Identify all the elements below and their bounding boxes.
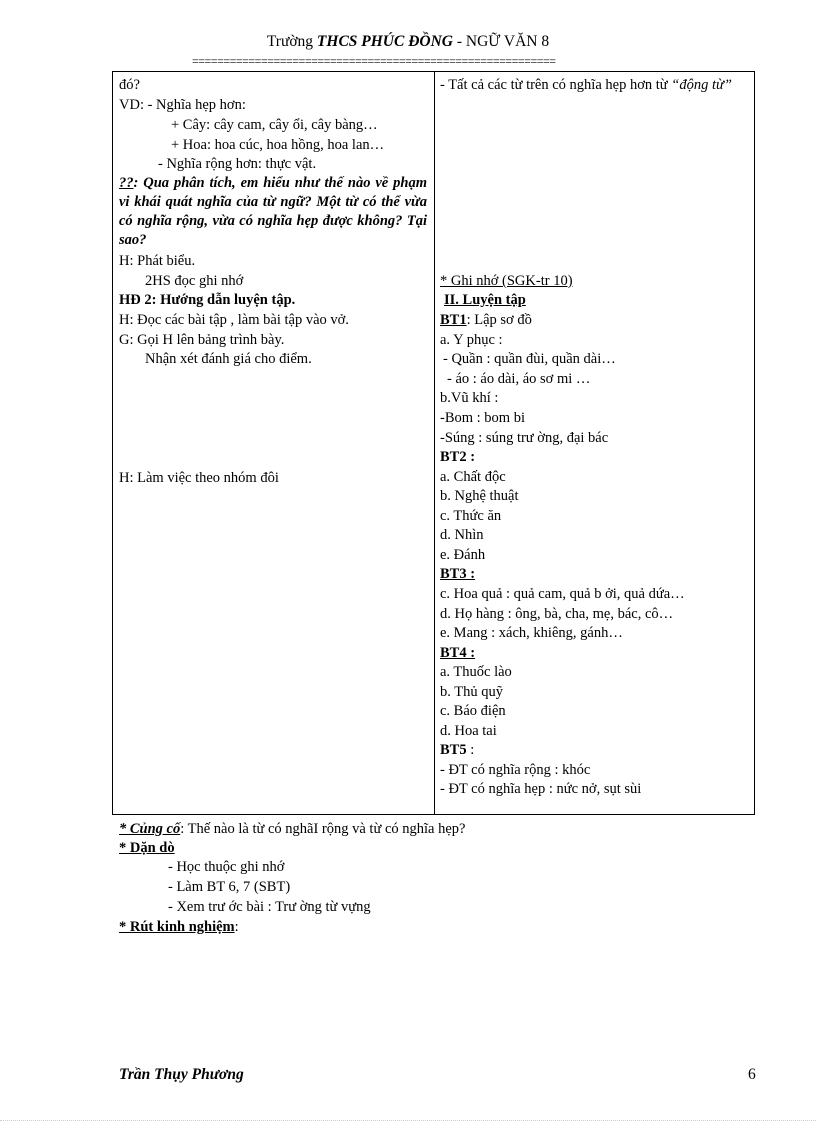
bt4-label: BT4 : (440, 645, 476, 661)
left-line-10: G: Gọi H lên bảng trình bày. (119, 332, 285, 348)
cung-co-line (119, 820, 465, 839)
rut-kinh-nghiem-colon: : (234, 919, 239, 935)
bt1-a-1: - Quần : quần đùi, quần dài… (443, 351, 616, 367)
question-text: : Qua phân tích, em hiểu như thế nào về phạm vi khái quát nghĩa của từ ngữ? Một từ có thể vừa có nghĩa rộng, vừa có nghĩa hẹp được không? Tại sao? (119, 175, 427, 248)
bt2-c: c. Thức ăn (440, 508, 502, 524)
cung-co-text: : Thế nào là từ có nghãI rộng và từ có nghĩa hẹp? (180, 821, 466, 837)
bt1-b: b.Vũ khí : (440, 390, 499, 406)
bt5-line (440, 741, 474, 760)
bt1-a: a. Y phục : (440, 332, 503, 348)
left-line-11: Nhận xét đánh giá cho điểm. (145, 351, 312, 367)
bt2-d: d. Nhìn (440, 527, 484, 543)
bt3-label: BT3 : (440, 566, 476, 582)
ghi-nho: * Ghi nhớ (SGK-tr 10) (440, 273, 573, 289)
bt1-text: : Lập sơ đồ (466, 312, 532, 328)
rut-kinh-nghiem-line (119, 918, 239, 937)
author-name: Trần Thụy Phương (119, 1066, 244, 1083)
dan-do-3: - Xem trư ớc bài : Trư ờng từ vựng (168, 899, 371, 915)
left-line-2: VD: - Nghĩa hẹp hơn: (119, 97, 246, 113)
bt2-e: e. Đánh (440, 547, 486, 563)
luyen-tap-heading: II. Luyện tập (444, 292, 526, 308)
bt1-b-2: -Súng : súng trư ờng, đại bác (440, 430, 609, 446)
rut-kinh-nghiem-label: * Rút kinh nghiệm (119, 919, 235, 935)
bt5-a: - ĐT có nghĩa rộng : khóc (440, 762, 591, 778)
dan-do-label: * Dặn dò (119, 840, 175, 856)
activity-heading: HĐ 2: Hướng dẫn luyện tập. (119, 292, 296, 308)
bt2-label: BT2 : (440, 449, 476, 465)
bt3-d: d. Họ hàng : ông, bà, cha, mẹ, bác, cô… (440, 606, 674, 622)
dan-do-2: - Làm BT 6, 7 (SBT) (168, 879, 291, 895)
page-header (0, 33, 816, 51)
right-intro-italic: “động từ” (671, 77, 732, 93)
right-intro (440, 76, 750, 95)
bt4-b: b. Thủ quỹ (440, 684, 503, 700)
left-line-3: + Cây: cây cam, cây ổi, cây bàng… (171, 117, 378, 133)
bt5-colon: : (466, 742, 475, 758)
left-line-1: đó? (119, 77, 140, 93)
bt4-a: a. Thuốc lào (440, 664, 512, 680)
bt5-b: - ĐT có nghĩa hẹp : nức nở, sụt sùi (440, 781, 642, 797)
bt1-b-1: -Bom : bom bi (440, 410, 525, 426)
bt4-d: d. Hoa tai (440, 723, 497, 739)
header-rule: ========================================================== (192, 55, 556, 67)
left-line-12: H: Làm việc theo nhóm đôi (119, 470, 279, 486)
right-intro-text: - Tất cả các từ trên có nghĩa hẹp hơn từ (440, 77, 672, 93)
left-line-5: - Nghĩa rộng hơn: thực vật. (158, 156, 317, 172)
bt2-a: a. Chất độc (440, 469, 506, 485)
header-subject: - NGỮ VĂN 8 (453, 33, 550, 50)
bt1-a-2: - áo : áo dài, áo sơ mi … (447, 371, 591, 387)
cung-co-label: * Củng cố (119, 821, 181, 837)
bt3-e: e. Mang : xách, khiêng, gánh… (440, 625, 623, 641)
page-number: 6 (748, 1066, 756, 1083)
bt4-c: c. Báo điện (440, 703, 506, 719)
left-line-9: H: Đọc các bài tập , làm bài tập vào vở. (119, 312, 349, 328)
bt5-label: BT5 (440, 742, 467, 758)
bt1-label: BT1 (440, 312, 467, 328)
bt1-line (440, 311, 532, 330)
header-prefix: Trường (266, 33, 317, 50)
question-label: ?? (119, 175, 134, 191)
column-divider (434, 72, 435, 814)
left-line-4: + Hoa: hoa cúc, hoa hồng, hoa lan… (171, 137, 385, 153)
bt2-b: b. Nghệ thuật (440, 488, 519, 504)
school-name: THCS PHÚC ĐỒNG (316, 33, 453, 50)
left-line-6: H: Phát biểu. (119, 253, 196, 269)
bt3-c: c. Hoa quả : quả cam, quả b ởi, quả dứa… (440, 586, 685, 602)
dan-do-1: - Học thuộc ghi nhớ (168, 859, 285, 875)
left-line-7: 2HS đọc ghi nhớ (145, 273, 244, 289)
page-bottom-edge (0, 1120, 816, 1121)
question-prompt (119, 174, 427, 250)
lesson-table (112, 71, 755, 815)
